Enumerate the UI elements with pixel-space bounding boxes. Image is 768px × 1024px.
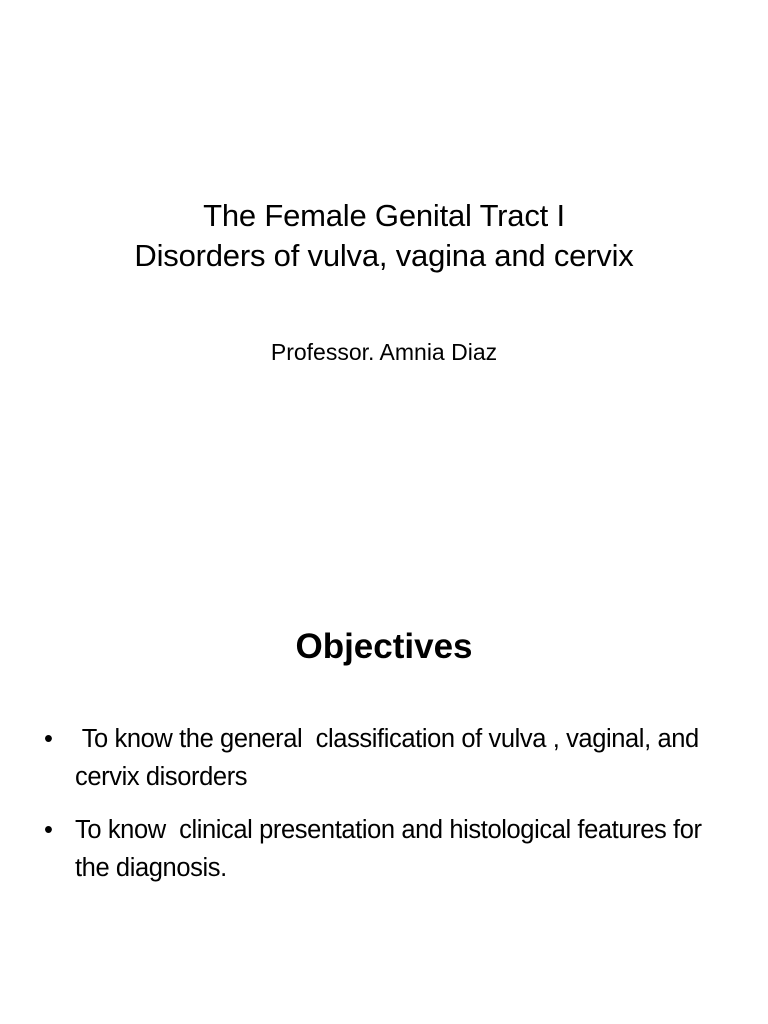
objective-text: To know clinical presentation and histological features for the diagnosis. xyxy=(75,816,709,882)
objectives-list xyxy=(44,720,724,902)
title-line: The Female Genital Tract I xyxy=(203,198,565,233)
slide-title xyxy=(20,196,748,276)
title-line: Disorders of vulva, vagina and cervix xyxy=(134,238,634,273)
objectives-heading: Objectives xyxy=(295,627,473,666)
objective-item xyxy=(44,811,724,887)
objectives-slide xyxy=(0,512,768,1024)
objective-item xyxy=(44,720,724,796)
objective-text: To know the general classification of vulva , vaginal, and cervix disorders xyxy=(75,725,706,791)
bullet-icon: • xyxy=(44,816,53,844)
bullet-icon: • xyxy=(44,725,53,753)
presenter-name: Professor. Amnia Diaz xyxy=(270,339,498,365)
